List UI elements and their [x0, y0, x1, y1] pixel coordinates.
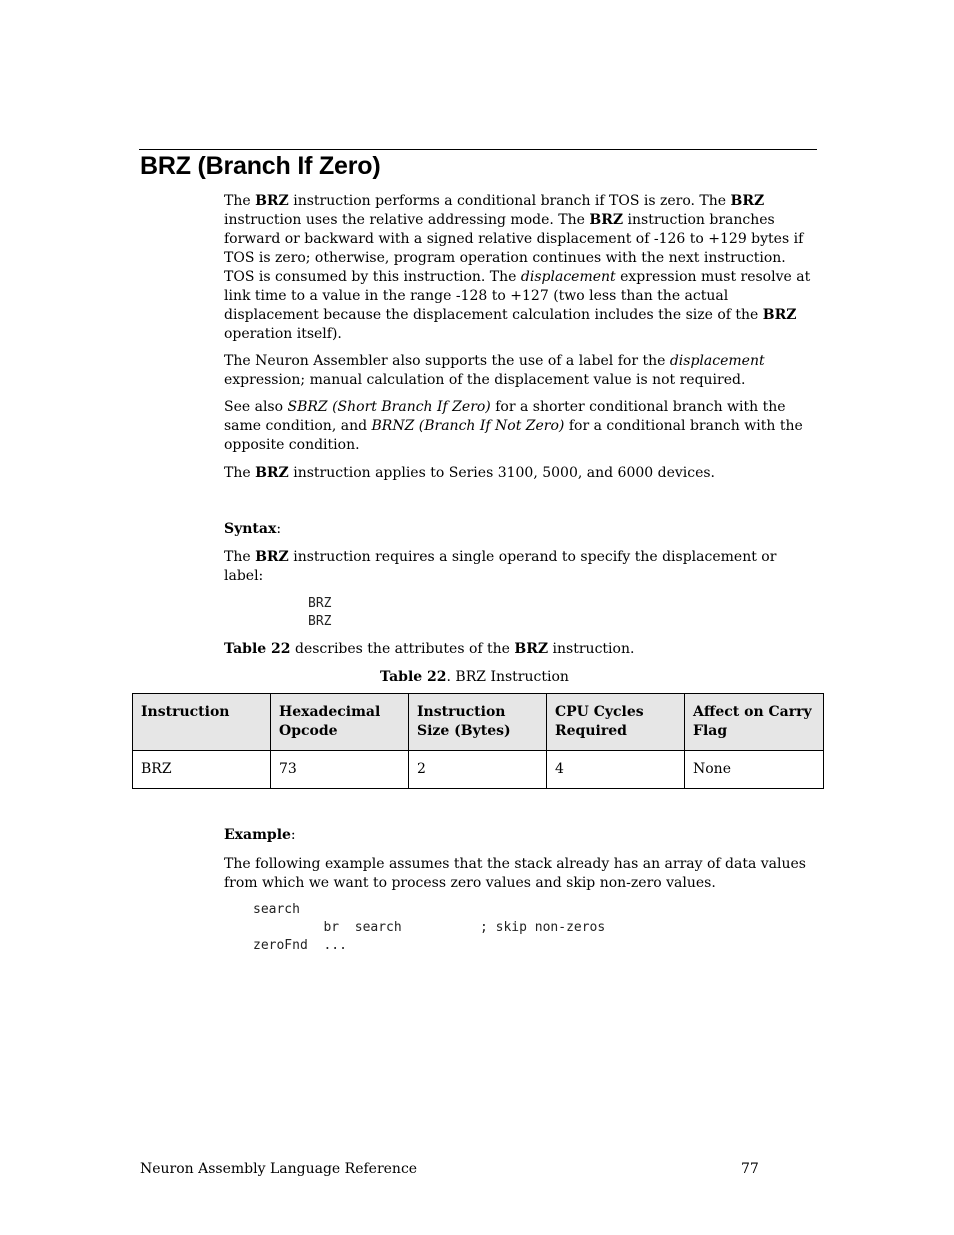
see-also-paragraph: See also SBRZ (Short Branch If Zero) for a shorter conditional branch with the same condition, and BRNZ (Branch If Not Zero) for a conditional branch with the opposite condition. [224, 399, 803, 453]
syntax-description: The BRZ instruction requires a single operand to specify the displacement or label: [224, 549, 777, 584]
header-cpu-cycles: CPU Cycles Required [547, 694, 685, 751]
instruction-attributes-table [132, 693, 824, 789]
syntax-code-line-1: BRZ [308, 596, 332, 611]
cell-carry-flag: None [685, 751, 824, 789]
header-instruction: Instruction [133, 694, 271, 751]
cell-instruction: BRZ [133, 751, 271, 789]
cell-hex-opcode: 73 [271, 751, 409, 789]
table-header-row [133, 694, 824, 751]
example-heading: Example: [224, 827, 296, 843]
header-carry-flag: Affect on Carry Flag [685, 694, 824, 751]
cell-instruction-size: 2 [409, 751, 547, 789]
table-caption: Table 22. BRZ Instruction [380, 669, 569, 685]
example-code: search br search ; skip non-zeros zeroFnd ... [253, 902, 606, 953]
cell-cpu-cycles: 4 [547, 751, 685, 789]
intro-paragraph: The BRZ instruction performs a conditional branch if TOS is zero. The BRZ instruction uses the relative addressing mode. The BRZ instruction branches forward or backward with a signed relative displacement of -126 to +129 bytes if TOS is zero; otherwise, program operation continues with the next instruction. TOS is consumed by this instruction. The displacement expression must resolve at link time to a value in the range -128 to +127 (two less than the actual displacement because the displacement calculation includes the size of the BRZ operation itself). [224, 193, 811, 342]
page-number: 77 [741, 1161, 759, 1177]
applies-paragraph: The BRZ instruction applies to Series 3100, 5000, and 6000 devices. [224, 465, 716, 481]
table-reference: Table 22 describes the attributes of the BRZ instruction. [224, 641, 635, 657]
syntax-code-line-2: BRZ [308, 614, 332, 629]
example-description: The following example assumes that the stack already has an array of data values from which we want to process zero values and skip non-zero values. [224, 856, 806, 891]
table-row [133, 751, 824, 789]
header-instruction-size: Instruction Size (Bytes) [409, 694, 547, 751]
footer-title: Neuron Assembly Language Reference [140, 1161, 418, 1177]
label-paragraph: The Neuron Assembler also supports the use of a label for the displacement expression; manual calculation of the displacement value is not required. [224, 353, 765, 388]
section-title: BRZ (Branch If Zero) [140, 152, 381, 180]
syntax-heading: Syntax: [224, 521, 282, 537]
header-hex-opcode: Hexadecimal Opcode [271, 694, 409, 751]
